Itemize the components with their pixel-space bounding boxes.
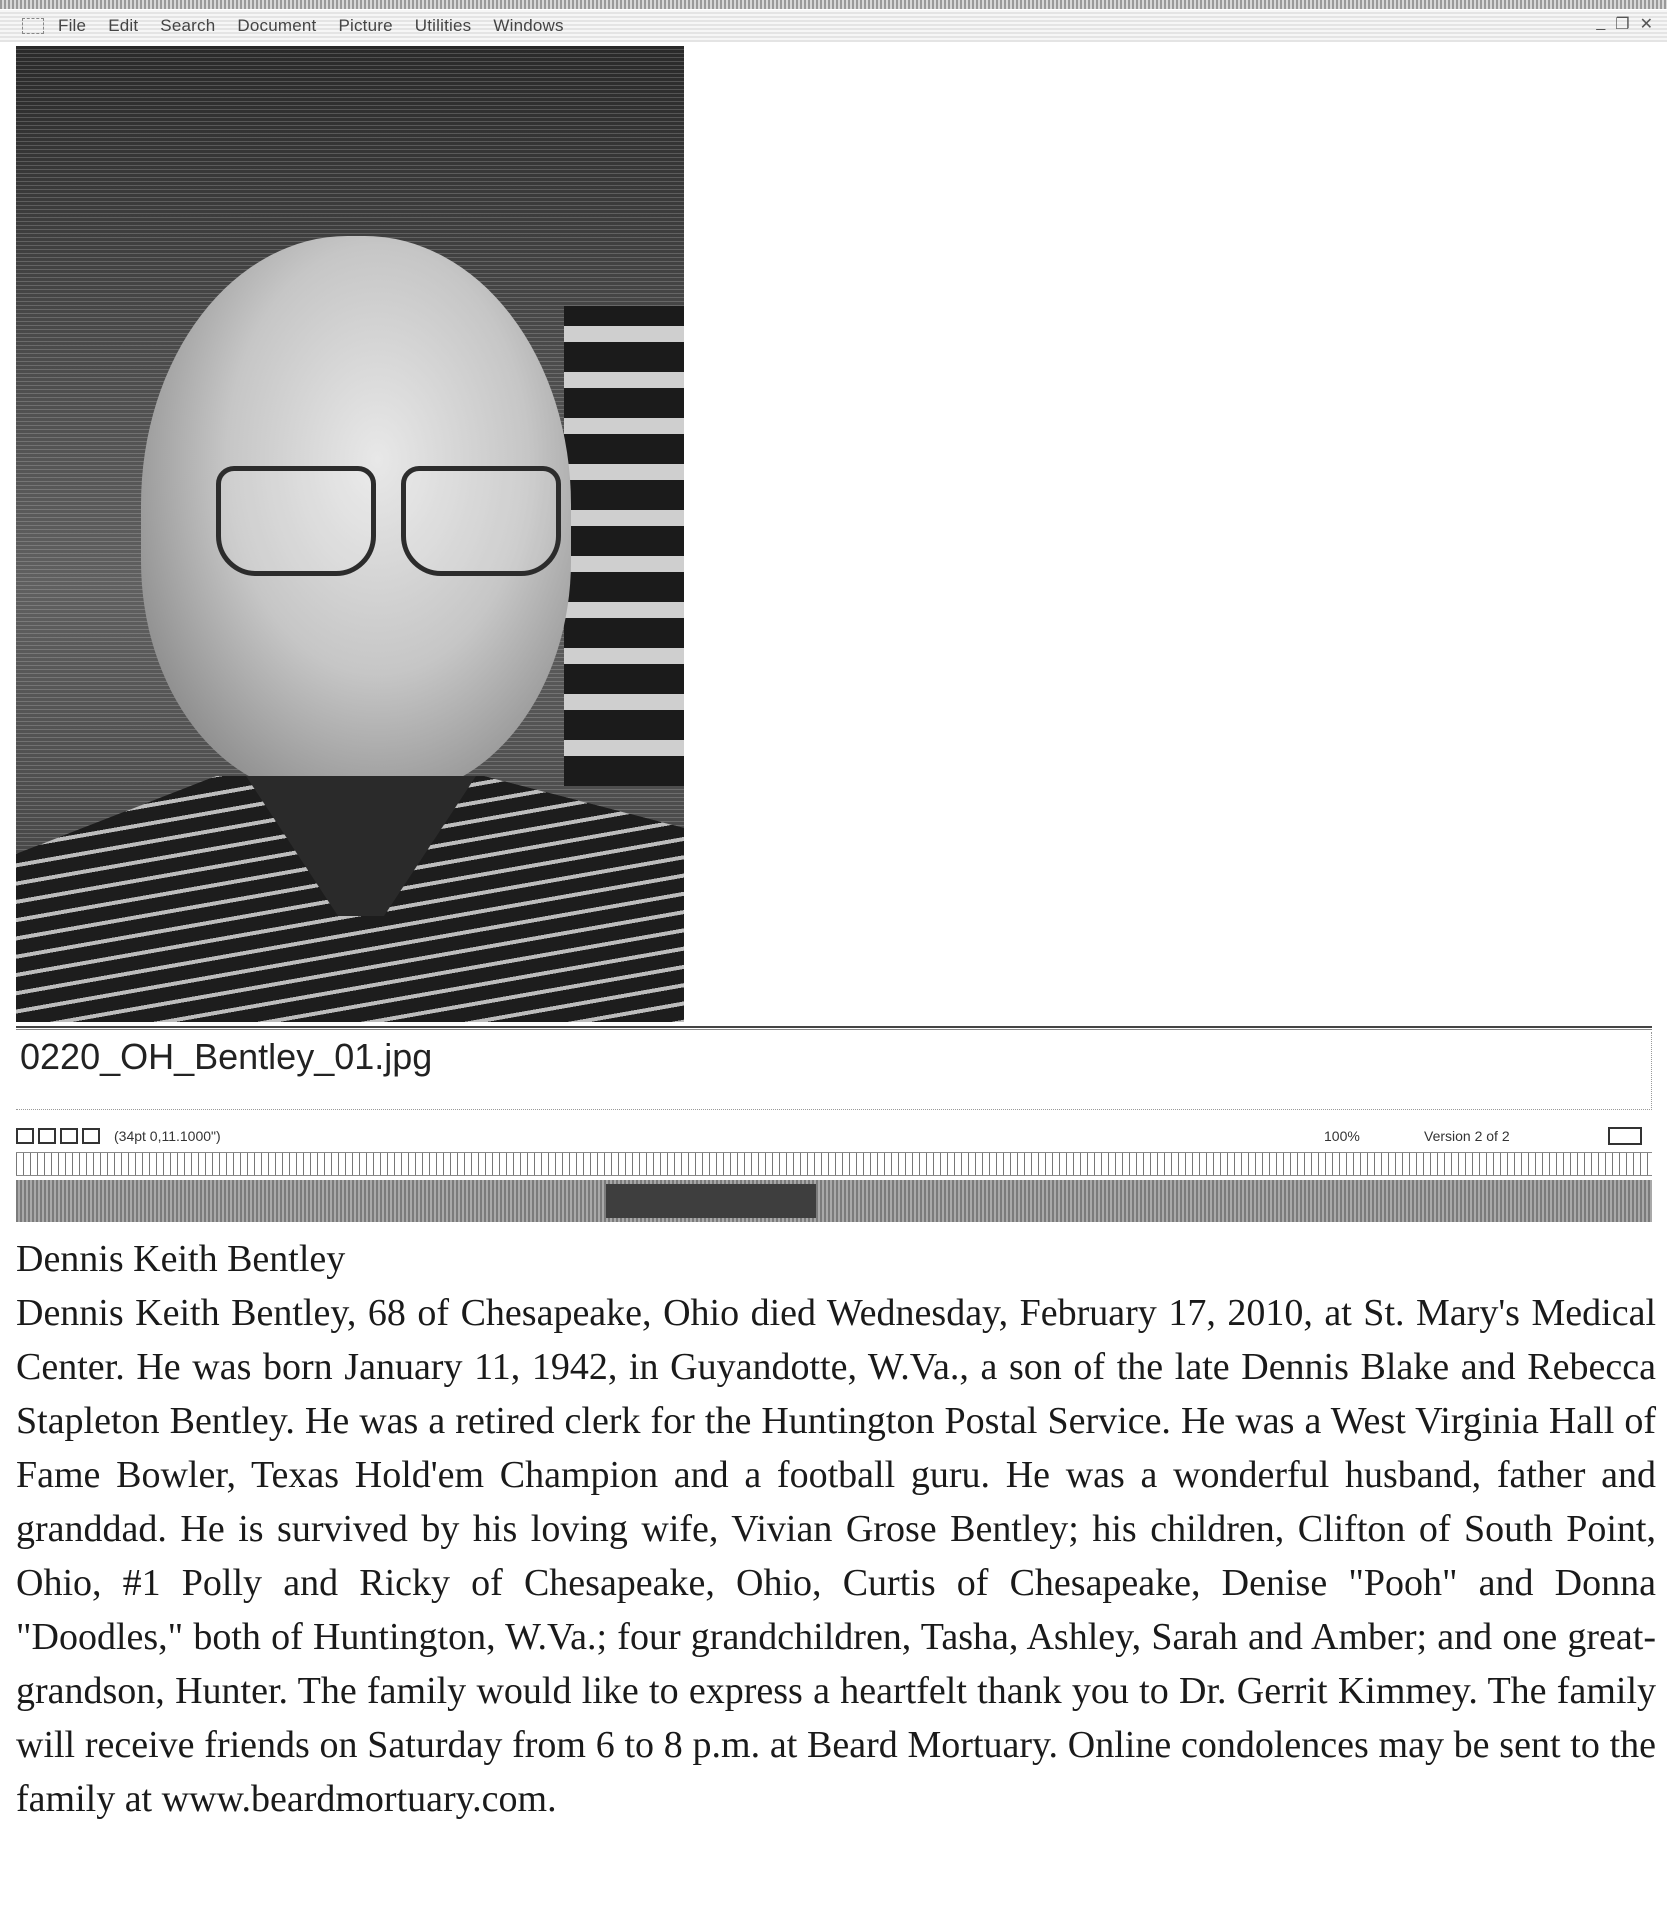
system-menu-icon[interactable] [22, 18, 44, 34]
restore-icon[interactable]: ❐ [1615, 16, 1630, 33]
image-filename: 0220_OH_Bentley_01.jpg [20, 1036, 433, 1077]
obituary-text [16, 1232, 1656, 1826]
version-indicator: Version 2 of 2 [1424, 1128, 1510, 1144]
menu-document[interactable]: Document [237, 16, 317, 35]
frame-tool-icon[interactable] [60, 1128, 78, 1144]
layout-tool-icon[interactable] [82, 1128, 100, 1144]
active-task-button[interactable] [606, 1184, 816, 1218]
minimize-icon[interactable]: _ [1596, 14, 1606, 31]
photo-background [564, 306, 684, 786]
caption-divider [16, 1026, 1652, 1030]
pointer-tool-icon[interactable] [16, 1128, 34, 1144]
menu-windows[interactable]: Windows [493, 16, 564, 35]
status-bar [16, 1122, 1652, 1150]
select-tool-icon[interactable] [38, 1128, 56, 1144]
menu-utilities[interactable]: Utilities [414, 16, 472, 35]
caption-area[interactable] [16, 1032, 1652, 1110]
window-controls [1596, 14, 1653, 34]
taskbar [16, 1180, 1652, 1222]
portrait-photo [16, 46, 684, 1022]
document-workspace [16, 42, 1652, 1028]
photo-glasses-left [216, 466, 376, 576]
menu-search[interactable]: Search [160, 16, 216, 35]
close-icon[interactable]: ✕ [1639, 16, 1653, 33]
obituary-title: Dennis Keith Bentley [16, 1238, 346, 1280]
menu-file[interactable]: File [58, 16, 87, 35]
view-toggle-icon[interactable] [1608, 1127, 1642, 1145]
tool-icons [16, 1128, 100, 1144]
zoom-level[interactable]: 100% [1324, 1128, 1360, 1144]
status-coordinates: (34pt 0,11.1000") [114, 1128, 221, 1144]
obituary-body: Dennis Keith Bentley, 68 of Chesapeake, Ohio died Wednesday, February 17, 2010, at St. Mary's Medical Center. He was born January 11, 1942, in Guyandotte, W.Va., a son of the late Dennis Blake and Rebecca Stapleton Bentley. He was a retired clerk for the Huntington Postal Service. He was a West Virginia Hall of Fame Bowler, Texas Hold'em Champion and a football guru. He was a wonderful husband, father and granddad. He is survived by his loving wife, Vivian Grose Bentley; his children, Clifton of South Point, Ohio, #1 Polly and Ricky of Chesapeake, Ohio, Curtis of Chesapeake, Denise "Pooh" and Donna "Doodles," both of Huntington, W.Va.; four grandchildren, Tasha, Ashley, Sarah and Amber; and one great-grandson, Hunter. The family would like to express a heartfelt thank you to Dr. Gerrit Kimmey. The family will receive friends on Saturday from 6 to 8 p.m. at Beard Mortuary. Online condolences may be sent to the family at www.beardmortuary.com. [16, 1292, 1656, 1820]
scroll-ruler[interactable] [16, 1152, 1652, 1176]
menu-edit[interactable]: Edit [108, 16, 139, 35]
title-bar [0, 0, 1667, 9]
menu-picture[interactable]: Picture [338, 16, 393, 35]
menu-bar [0, 10, 1667, 42]
photo-glasses-right [401, 466, 561, 576]
